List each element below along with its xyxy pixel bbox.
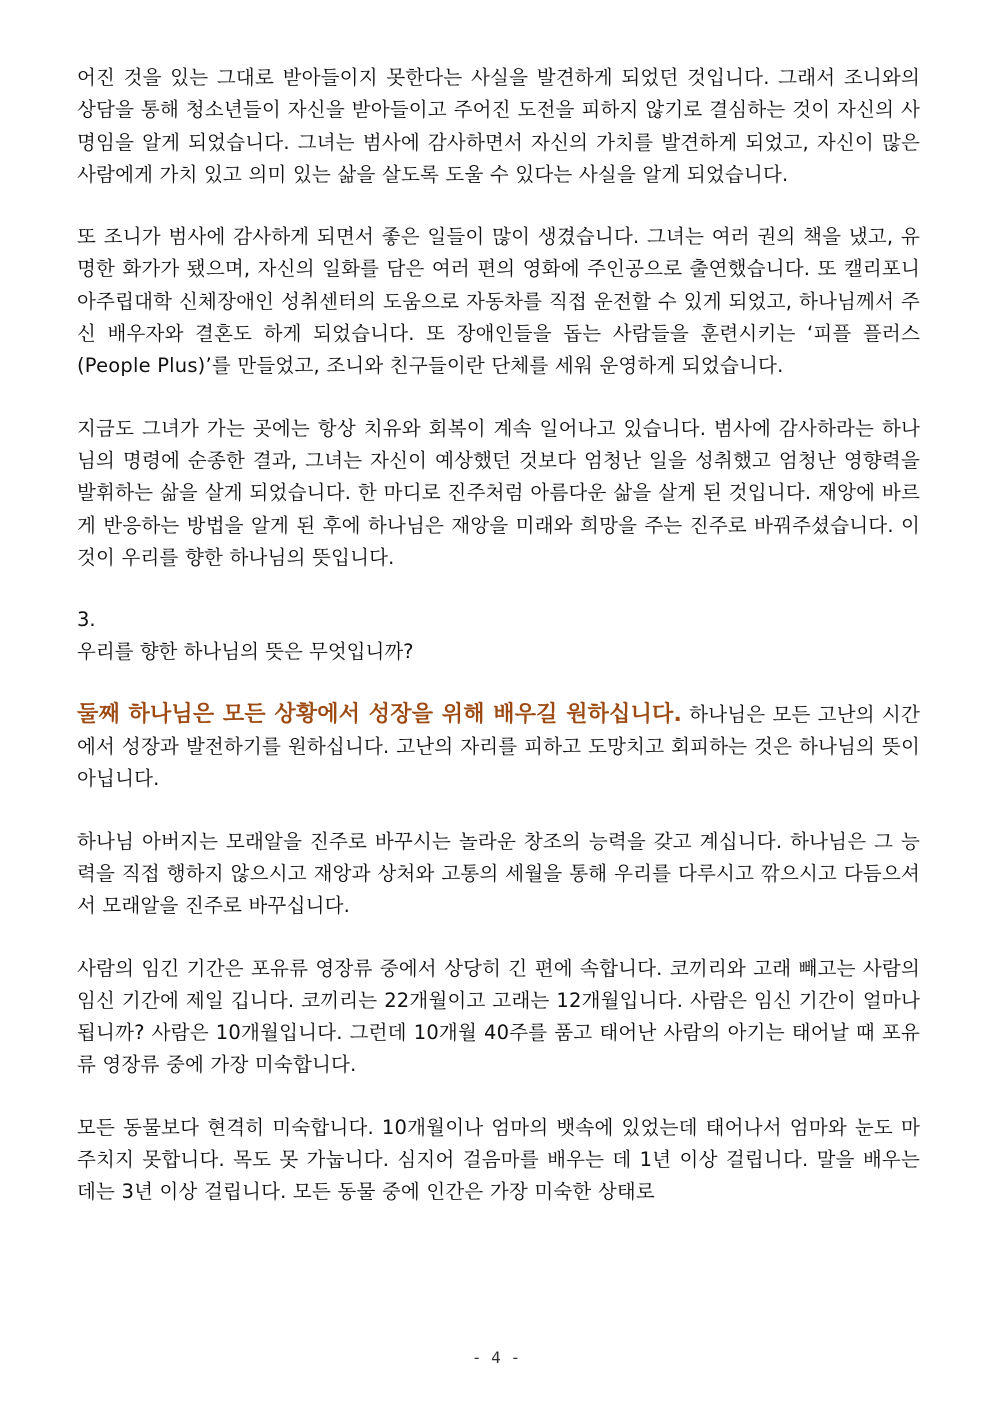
- page-number: - 4 -: [471, 1348, 521, 1367]
- paragraph-gap: [77, 796, 920, 826]
- paragraph-gap: [77, 574, 920, 604]
- document-body: [77, 62, 920, 1209]
- paragraph-1: 어진 것을 있는 그대로 받아들이지 못한다는 사실을 발견하게 되었던 것입니다. 그래서 조니와의 상담을 통해 청소년들이 자신을 받아들이고 주어진 도전을 피하지 않기로 결심하는 것이 자신의 사명임을 알게 되었습니다. 그녀는 범사에 감사하면서 자신의 가치를 발견하게 되었고, 자신이 많은 사람에게 가치 있고 의미 있는 삶을 살도록 도울 수 있다는 사실을 알게 되었습니다.: [77, 66, 920, 186]
- paragraph-4-rest: 하나님은 모든 고난의 시간에서 성장과 발전하기를 원하십니다. 고난의 자리를 피하고 도망치고 회피하는 것은 하나님의 뜻이 아닙니다.: [77, 702, 920, 791]
- paragraph-4: [77, 699, 920, 796]
- paragraph-6: 사람의 임긴 기간은 포유류 영장류 중에서 상당히 긴 편에 속합니다. 코끼리와 고래 빼고는 사람의 임신 기간에 제일 깁니다. 코끼리는 22개월이고 고래는 12개월입니다. 사람은 임신 기간이 얼마나 됩니까? 사람은 10개월입니다. 그런데 10개월 40주를 품고 태어난 사람의 아기는 태어날 때 포유류 영장류 중에 가장 미숙합니다.: [77, 956, 920, 1077]
- paragraph-gap: [77, 1082, 920, 1112]
- highlighted-heading: 둘째 하나님은 모든 상황에서 성장을 위해 배우길 원하십니다.: [77, 701, 683, 727]
- paragraph-5: 하나님 아버지는 모래알을 진주로 바꾸시는 놀라운 창조의 능력을 갖고 계십니다. 하나님은 그 능력을 직접 행하지 않으시고 재앙과 상처와 고통의 세월을 통해 우리를 다루시고 깎으시고 다듬으셔서 모래알을 진주로 바꾸십니다.: [77, 829, 920, 918]
- paragraph-gap: [77, 923, 920, 953]
- paragraph-gap: [77, 191, 920, 221]
- paragraph-gap: [77, 669, 920, 699]
- paragraph-7: 모든 동물보다 현격히 미숙합니다. 10개월이나 엄마의 뱃속에 있었는데 태어나서 엄마와 눈도 마주치지 못합니다. 목도 못 가눕니다. 심지어 걸음마를 배우는 데 1년 이상 걸립니다. 말을 배우는 데는 3년 이상 걸립니다. 모든 동물 중에 인간은 가장 미숙한 상태로: [77, 1115, 920, 1204]
- paragraph-gap: [77, 383, 920, 413]
- section-question: 우리를 향한 하나님의 뜻은 무엇입니까?: [77, 640, 414, 664]
- paragraph-3: 지금도 그녀가 가는 곳에는 항상 치유와 회복이 계속 일어나고 있습니다. 범사에 감사하라는 하나님의 명령에 순종한 결과, 그녀는 자신이 예상했던 것보다 엄청난 일을 성취했고 엄청난 영향력을 발휘하는 삶을 살게 되었습니다. 한 마디로 진주처럼 아름다운 삶을 살게 된 것입니다. 재앙에 바르게 반응하는 방법을 알게 된 후에 하나님은 재앙을 미래와 희망을 주는 진주로 바꿔주셨습니다. 이것이 우리를 향한 하나님의 뜻입니다.: [77, 416, 920, 569]
- paragraph-2: 또 조니가 범사에 감사하게 되면서 좋은 일들이 많이 생겼습니다. 그녀는 여러 권의 책을 냈고, 유명한 화가가 됐으며, 자신의 일화를 담은 여러 편의 영화에 주인공으로 출연했습니다. 또 캘리포니아주립대학 신체장애인 성취센터의 도움으로 자동차를 직접 운전할 수 있게 되었고, 하나님께서 주신 배우자와 결혼도 하게 되었습니다. 또 장애인들을 돕는 사람들을 훈련시키는 ‘피플 플러스(People Plus)’를 만들었고, 조니와 친구들이란 단체를 세워 운영하게 되었습니다.: [77, 225, 920, 378]
- section-number: 3.: [77, 608, 96, 632]
